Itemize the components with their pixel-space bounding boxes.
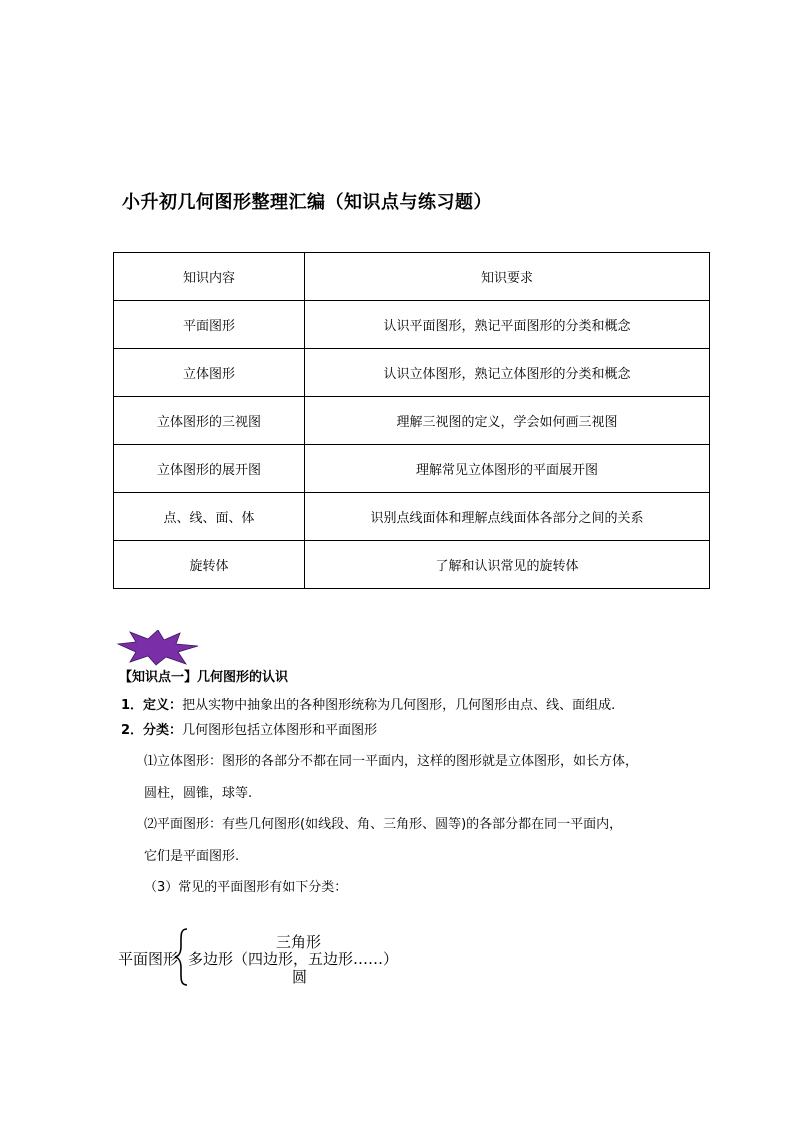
diagram-triangle-label: 三角形	[276, 933, 322, 951]
table-row	[114, 541, 710, 589]
table-header-row	[114, 253, 710, 301]
paragraph-line: ⑵平面图形：有些几何图形(如线段、角、三角形、圆等)的各部分都在同一平面内，	[144, 817, 623, 832]
paragraph-line: ⑴立体图形：图形的各部分不都在同一平面内，这样的图形就是立体图形，如长方体，	[144, 754, 639, 769]
table-cell: 立体图形的展开图	[114, 445, 305, 493]
item-label: 定义：	[143, 698, 183, 713]
knowledge-table	[113, 252, 710, 589]
item-text: 几何图形包括立体图形和平面图形	[182, 723, 378, 738]
table-cell: 识别点线面体和理解点线面体各部分之间的关系	[305, 493, 710, 541]
item-label: 分类：	[143, 723, 183, 738]
table-cell: 认识平面图形，熟记平面图形的分类和概念	[305, 301, 710, 349]
diagram-circle-label: 圆	[292, 968, 308, 986]
classification-line	[121, 719, 377, 738]
paragraph-line: 圆柱，圆锥，球等.	[144, 786, 253, 801]
table-cell: 平面图形	[114, 301, 305, 349]
table-row	[114, 397, 710, 445]
table-cell: 旋转体	[114, 541, 305, 589]
starburst-icon	[116, 630, 200, 666]
table-cell: 立体图形的三视图	[114, 397, 305, 445]
paragraph-line: （3）常见的平面图形有如下分类：	[144, 880, 348, 895]
definition-line	[121, 694, 615, 713]
table-cell: 理解常见立体图形的平面展开图	[305, 445, 710, 493]
header-cell: 知识内容	[114, 253, 305, 301]
diagram-root-label: 平面图形	[118, 950, 179, 968]
table-row	[114, 493, 710, 541]
item-text: 把从实物中抽象出的各种图形统称为几何图形，几何图形由点、线、面组成.	[182, 698, 616, 713]
table-row	[114, 445, 710, 493]
item-number: 2．	[121, 723, 144, 738]
paragraph-line: 它们是平面图形.	[144, 849, 240, 864]
table-row	[114, 349, 710, 397]
table-cell: 认识立体图形，熟记立体图形的分类和概念	[305, 349, 710, 397]
document-title: 小升初几何图形整理汇编（知识点与练习题）	[122, 192, 492, 213]
table-row	[114, 301, 710, 349]
header-cell: 知识要求	[305, 253, 710, 301]
table-cell: 理解三视图的定义，学会如何画三视图	[305, 397, 710, 445]
diagram-polygon-label: 多边形（四边形，五边形……）	[188, 950, 399, 968]
table-cell: 了解和认识常见的旋转体	[305, 541, 710, 589]
table-cell: 立体图形	[114, 349, 305, 397]
section-heading: 【知识点一】几何图形的认识	[119, 670, 289, 685]
table-cell: 点、线、面、体	[114, 493, 305, 541]
item-number: 1．	[121, 698, 144, 713]
